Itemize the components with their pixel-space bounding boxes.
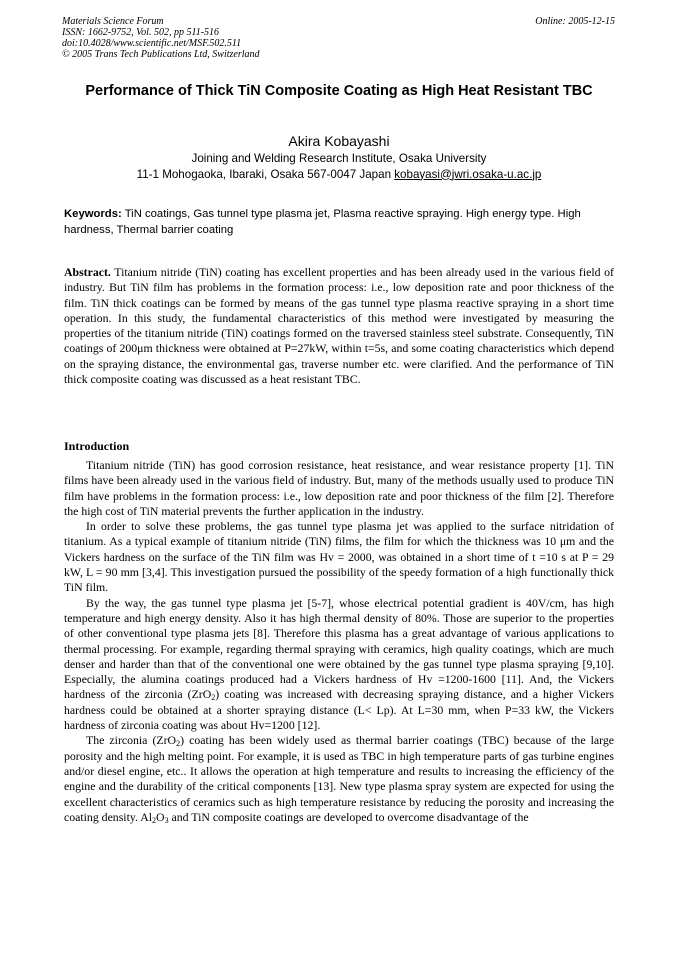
author-name: Akira Kobayashi <box>288 133 390 149</box>
abstract-label: Abstract. <box>64 265 111 279</box>
issn: ISSN: 1662-9752, Vol. 502, pp 511-516 <box>62 27 220 38</box>
keywords-text: TiN coatings, Gas tunnel type plasma jet, Plasma reactive spraying. High energy type. High hardness, Thermal barrier coating <box>64 208 581 236</box>
address-text: 11-1 Mohogaoka, Ibaraki, Osaka 567-0047 Japan <box>136 167 392 181</box>
intro-paragraph-3: By the way, the gas tunnel type plasma jet [5-7], whose electrical potential gradient is 40V/cm, has high temperature and high energy density. Also it has high thermal density of 80%. Those are superior to the properties of other conventional type plasma jets [8]. Therefore this plasma has a great advantage of various applications to thermal processing. For example, regarding thermal spraying with ceramics, high quality coatings, which are much denser and harder than that of the conventional one were obtained by the gas tunnel type plasma spraying [9,10]. Especially, the alumina coatings produced had a Vickers hardness of Hv =1200-1600 [11]. And, the Vickers hardness of the zirconia (ZrO$_2$) coating was increased with decreasing spraying distance, and a higher Vickers hardness could be obtained at a shorter spraying distance (L< Lp). At L=30 mm, when P=33 kW, the Vickers hardness of zirconia coating was about Hv=1200 [12]. <box>64 595 614 733</box>
intro-paragraph-4: The zirconia (ZrO$_2$) coating has been widely used as thermal barrier coatings (TBC) because of the large porosity and the high melting point. For example, it is used as TBC in high temperature parts of gas turbine engines and/or diesel engine, etc.. It allows the operation at high temperature and results to increasing the efficiency of the engine and the durability of the critical components [13]. New type plasma spray system are expected for using the excellent characteristics of ceramics such as high temperature resistance by reducing the porosity and increasing the coating density. $Al_2O_3$ and TiN composite coatings are developed to overcome disadvantage of the <box>64 733 614 825</box>
affiliation-institute: Joining and Welding Research Institute, Osaka University <box>191 152 487 165</box>
copyright: © 2005 Trans Tech Publications Ltd, Switzerland <box>62 49 260 60</box>
journal-name: Materials Science Forum <box>62 16 164 27</box>
journal-header <box>62 16 260 60</box>
online-date: Online: 2005-12-15 <box>535 16 615 27</box>
paper-title: Performance of Thick TiN Composite Coating as High Heat Resistant TBC <box>85 83 593 99</box>
abstract <box>64 265 614 387</box>
intro-paragraph-2: In order to solve these problems, the gas tunnel type plasma jet was applied to the surface nitridation of titanium. As a typical example of titanium nitride (TiN) films, the film for which the thickness was 10 μm and the Vickers hardness on the surface of the TiN film was Hv = 2000, was obtained in a short time of t =10 s at P = 29 kW, L = 90 mm [3,4]. This investigation pursued the possibility of the speedy formation of a high functionally thick TiN film. <box>64 519 614 595</box>
email-link[interactable]: kobayasi@jwri.osaka-u.ac.jp <box>394 167 542 181</box>
keywords <box>64 207 616 238</box>
doi: doi:10.4028/www.scientific.net/MSF.502.511 <box>62 38 242 49</box>
intro-paragraph-1: Titanium nitride (TiN) has good corrosion resistance, heat resistance, and wear resistance property [1]. TiN films have been already used in the various field of industry. But, many of the methods usually used to produce TiN film have problems in the formation process: i.e., low deposition rate and poor thickness of the film [2]. Therefore the high cost of TiN material prevents the further application in the industry. <box>64 458 614 518</box>
affiliation-address <box>0 167 678 183</box>
affiliation <box>0 151 678 182</box>
introduction-body <box>64 458 614 825</box>
keywords-label: Keywords: <box>64 208 122 220</box>
abstract-text: Titanium nitride (TiN) coating has excellent properties and has been already used in the various field of industry. But TiN film has problems in the formation process: i.e., low deposition rate and poor thickness of the film. TiN thick coatings can be formed by means of the gas tunnel type plasma reactive spraying in a short time operation. In this study, the fundamental characteristics of this method were investigated by measuring the properties of the titanium nitride (TiN) coatings formed on the traversed stainless steel substrate. Consequently, TiN coatings of 200μm thickness were obtained at P=27kW, within t=5s, and some coating characteristics which depend on the spraying distance, the environmental gas, traverse number etc. were clarified. And the performance of TiN thick composite coating was discussed as a heat resistant TBC. <box>64 265 614 387</box>
section-heading-introduction: Introduction <box>64 439 130 453</box>
